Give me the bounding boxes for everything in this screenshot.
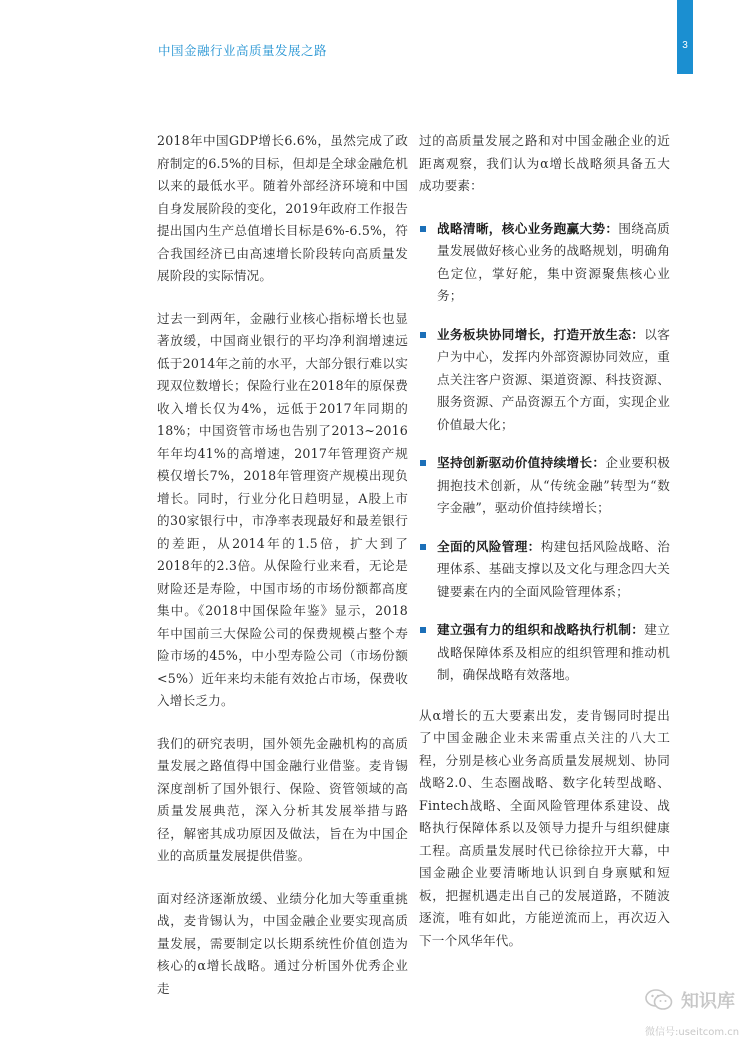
square-bullet-icon — [420, 332, 426, 338]
watermark — [645, 983, 740, 1045]
list-item — [419, 619, 670, 687]
paragraph-gdp-growth: 2018年中国GDP增长6.6%，虽然完成了政府制定的6.5%的目标，但却是全球金融危机以来的最低水平。随着外部经济环境和中国自身发展阶段的变化，2019年政府工作报告提出国内生产总值增长目标是6%-6.5%，符合我国经济已由高速增长阶段转向高质量发展阶段的实际情况。 — [157, 133, 408, 283]
square-bullet-icon — [420, 226, 426, 232]
bullet-text: 以客户为中心，发挥内外部资源协同效应，重点关注客户资源、渠道资源、科技资源、服务资源、产品资源五个方面，实现企业价值最大化； — [437, 326, 670, 432]
watermark-subtitle: 微信号:useitcom.cn — [645, 1027, 740, 1038]
bullet-text: 建立战略保障体系及相应的组织管理和推动机制，确保战略有效落地。 — [437, 622, 670, 682]
page-number: 3 — [682, 40, 688, 51]
paragraph-alpha-strategy: 面对经济逐渐放缓、业绩分化加大等重重挑战，麦肯锡认为，中国金融企业要实现高质量发展，需要制定以长期系统性价值创造为核心的α增长战略。通过分析国外优秀企业走 — [157, 890, 408, 996]
bullet-title: 坚持创新驱动价值持续增长： — [437, 455, 606, 470]
bullet-title: 建立强有力的组织和战略执行机制： — [437, 622, 645, 637]
bullet-title: 全面的风险管理： — [437, 538, 541, 554]
bullet-title: 战略清晰，核心业务跑赢大势： — [437, 220, 619, 236]
watermark-brand: 知识库 — [681, 991, 735, 1012]
square-bullet-icon — [420, 460, 426, 466]
bullet-title: 业务板块协同增长，打造开放生态： — [437, 326, 645, 342]
bullet-text: 构建包括风险战略、治理体系、基础支撑以及文化与理念四大关键要素在内的全面风险管理体系； — [437, 538, 670, 599]
paragraph-industry-slowdown: 过去一到两年，金融行业核心指标增长也显著放缓，中国商业银行的平均净利润增速远低于2014年之前的水平，大部分银行难以实现双位数增长；保险行业在2018年的原保费收入增长仅为4%，远低于2017年同期的18%；中国资管市场也告别了2013~2016年年均41%的高增速，2017年管理资产规模仅增长7%，2018年管理资产规模出现负增长。同时，行业分化日趋明显，A股上市的30家银行中，市净率表现最好和最差银行的差距，从2014年的1.5倍，扩大到了2018年的2.3倍。从保险行业来看，无论是财险还是寿险，中国市场的市场份额都高度集中。《2018中国保险年鉴》显示，2018年中国前三大保险公司的保费规模占整个寿险市场的45%，中小型寿险公司（市场份额<5%）近年来均未能有效抢占市场，保费收入增长乏力。 — [157, 310, 408, 708]
bullet-text: 围绕高质量发展做好核心业务的战略规划，明确角色定位，掌好舵，集中资源聚焦核心业务； — [437, 220, 670, 303]
square-bullet-icon — [420, 627, 426, 633]
bullet-text: 企业要积极拥抱技术创新，从“传统金融”转型为“数字金融”，驱动价值持续增长； — [437, 455, 670, 515]
wechat-icon — [645, 989, 673, 1011]
list-item — [419, 536, 670, 604]
list-item — [419, 452, 670, 520]
running-header-title: 中国金融行业高质量发展之路 — [158, 43, 328, 58]
right-column — [419, 130, 670, 972]
page-number-tab — [677, 0, 693, 74]
success-factors-list — [419, 218, 670, 687]
paragraph-research-findings: 我们的研究表明，国外领先金融机构的高质量发展之路值得中国金融行业借鉴。麦肯锡深度剖析了国外银行、保险、资管领域的高质量发展典范，深入分析其发展举措与路径，解密其成功原因及做法，旨在为中国企业的高质量发展提供借鉴。 — [157, 735, 408, 863]
list-item — [419, 218, 670, 308]
paragraph-success-factors-intro: 过的高质量发展之路和对中国金融企业的近距离观察，我们认为α增长战略须具备五大成功要素： — [419, 133, 670, 193]
paragraph-eight-projects: 从α增长的五大要素出发，麦肯锡同时提出了中国金融企业未来需重点关注的八大工程，分别是核心业务高质量发展规划、协同战略2.0、生态圈战略、数字化转型战略、Fintech战略、全面风险管理体系建设、战略执行保障体系以及领导力提升与组织健康工程。高质量发展时代已徐徐拉开大幕，中国金融企业要清晰地认识到自身禀赋和短板，把握机遇走出自己的发展道路，不随波逐流，唯有如此，方能逆流而上，再次迈入下一个风华年代。 — [419, 707, 670, 948]
list-item — [419, 324, 670, 437]
left-column — [157, 130, 408, 1020]
square-bullet-icon — [420, 544, 426, 550]
